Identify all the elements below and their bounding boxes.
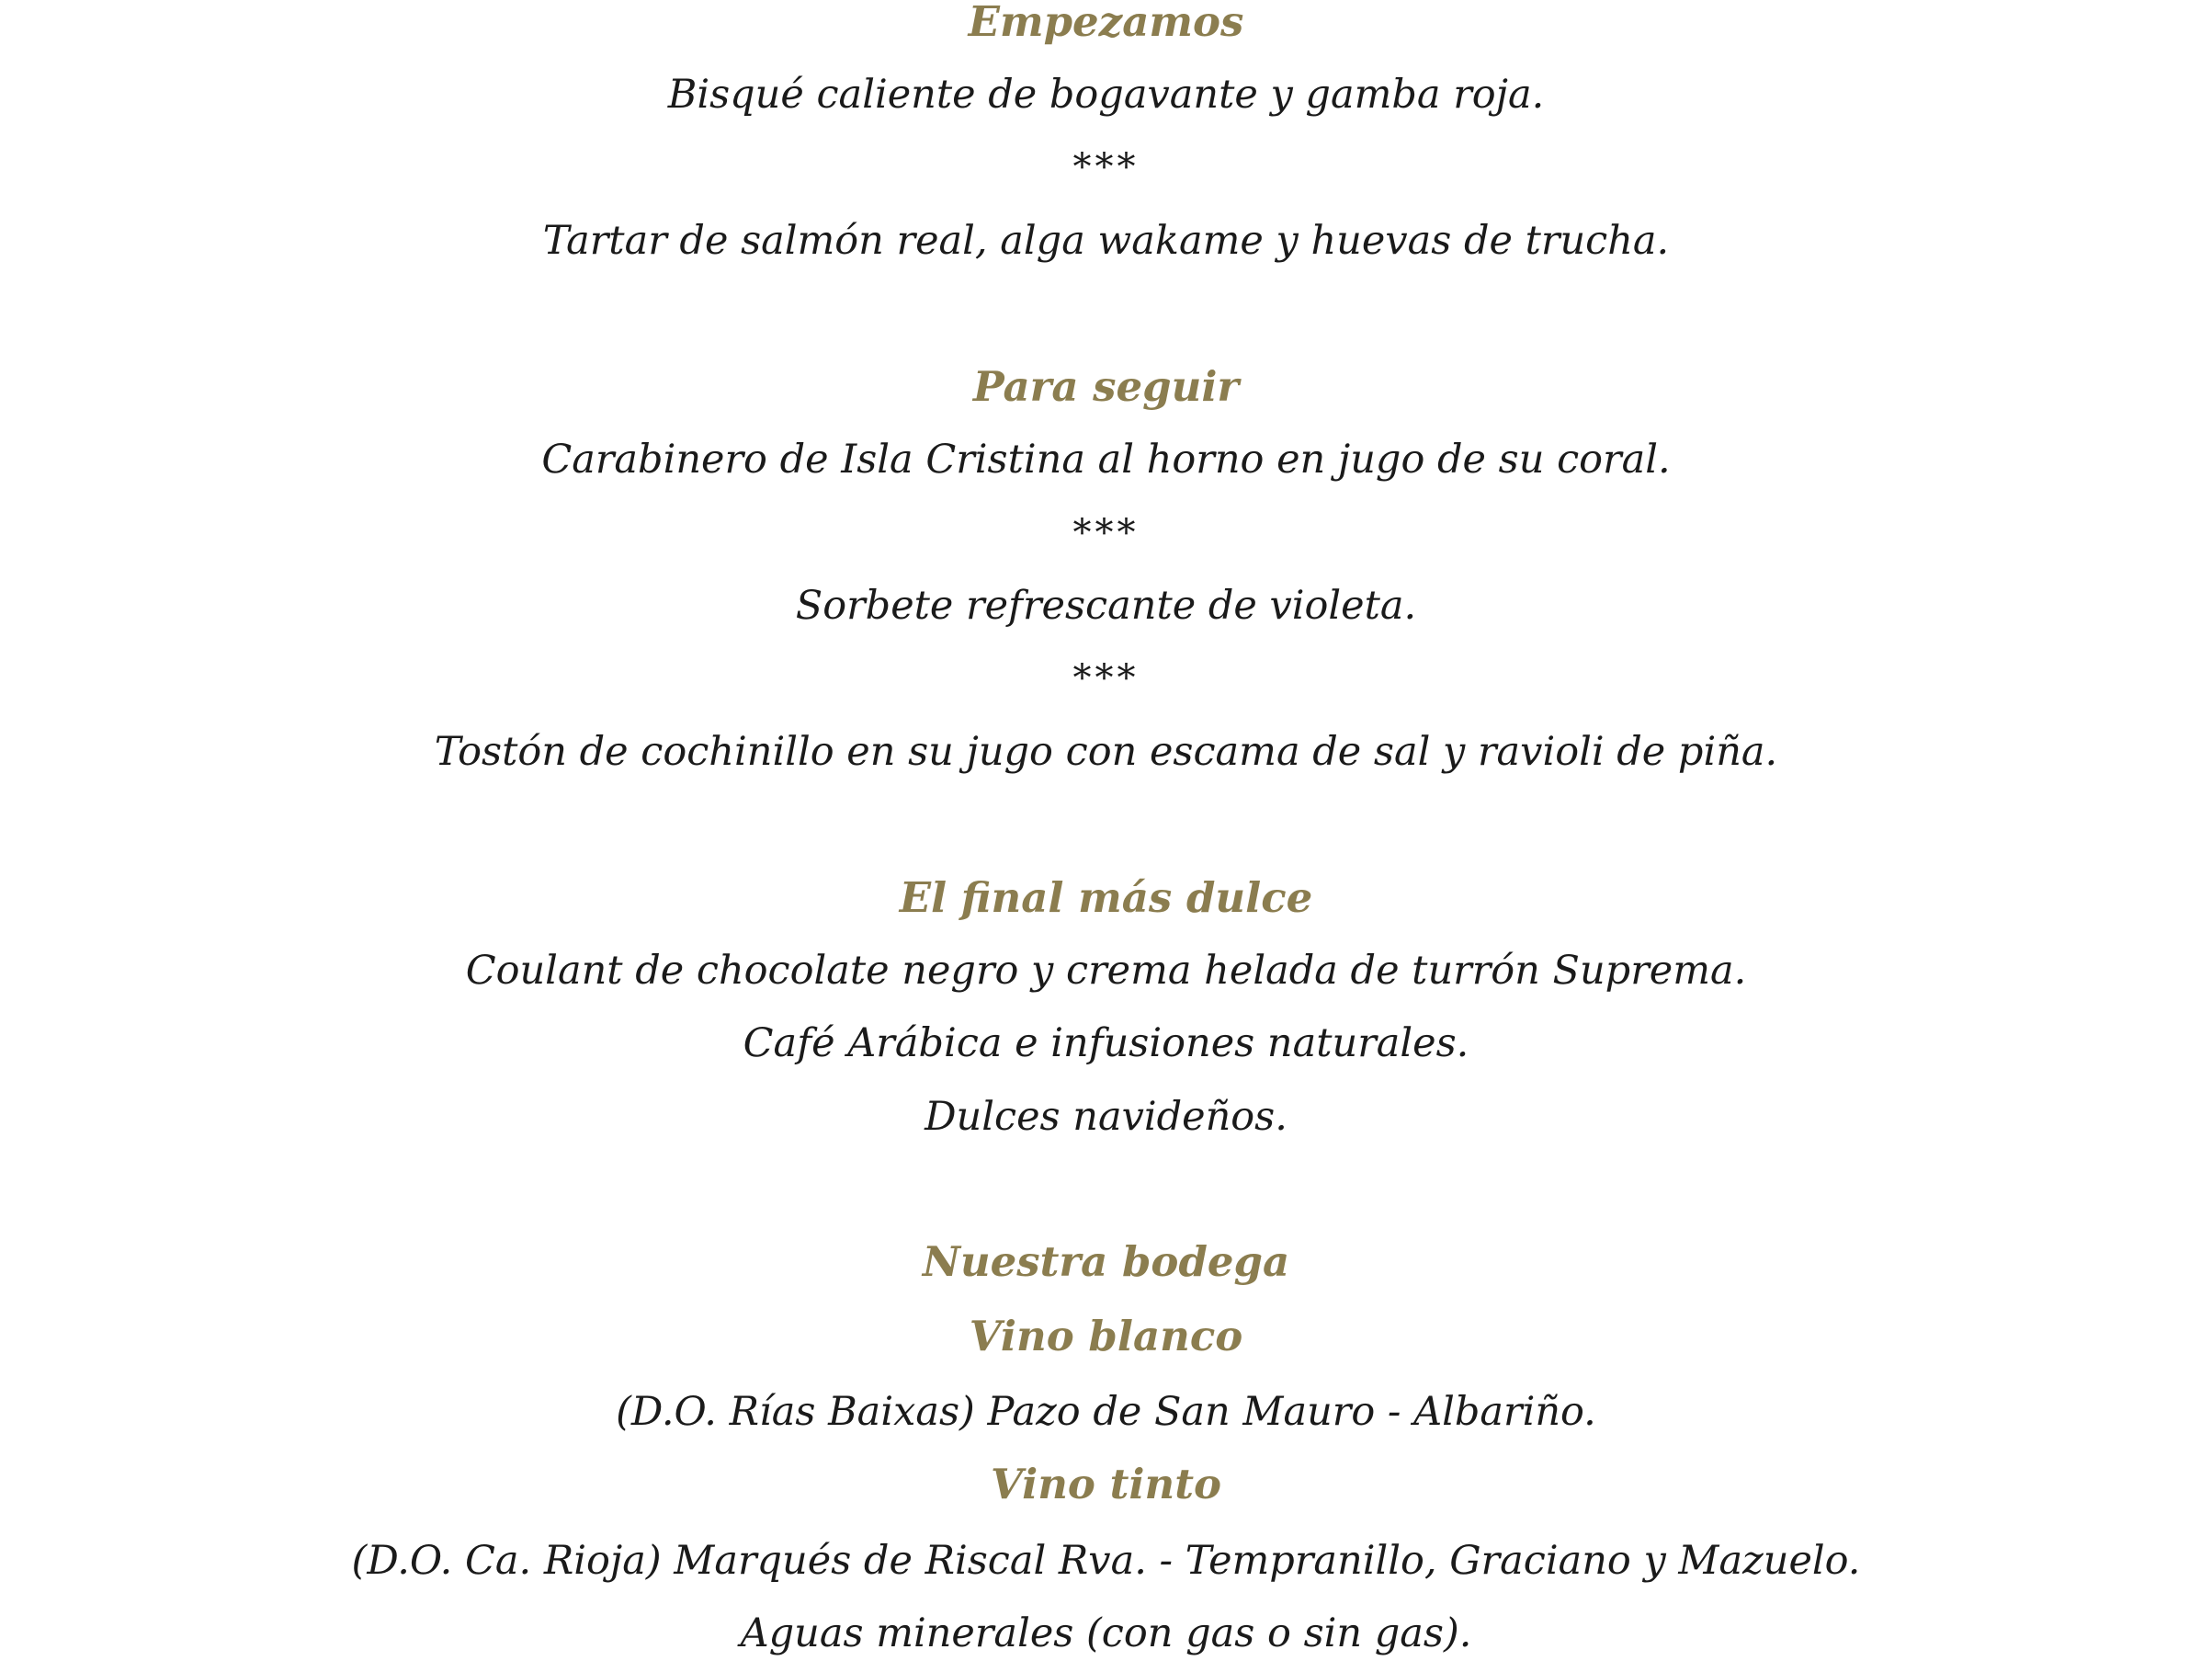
menu-item: Carabinero de Isla Cristina al horno en jugo de su coral. — [541, 437, 1671, 483]
menu-item: (D.O. Rías Baixas) Pazo de San Mauro - Albariño. — [616, 1389, 1596, 1435]
separator: *** — [1072, 512, 1140, 554]
menu-item: Dulces navideños. — [925, 1094, 1287, 1140]
menu-item: Tartar de salmón real, alga wakame y huevas de trucha. — [542, 218, 1670, 264]
section-heading-mains: Para seguir — [972, 362, 1240, 411]
subheading-red-wine: Vino tinto — [990, 1460, 1221, 1508]
menu-item: Coulant de chocolate negro y crema helada de turrón Suprema. — [465, 948, 1747, 994]
menu-item: Aguas minerales (con gas o sin gas). — [740, 1610, 1472, 1656]
menu-item: Bisqué caliente de bogavante y gamba roja. — [667, 72, 1545, 118]
subheading-white-wine: Vino blanco — [969, 1312, 1243, 1360]
separator: *** — [1072, 657, 1140, 700]
menu-item: Tostón de cochinillo en su jugo con escama de sal y ravioli de piña. — [434, 729, 1778, 775]
section-heading-cellar: Nuestra bodega — [922, 1237, 1290, 1286]
menu-item: Café Arábica e infusiones naturales. — [743, 1020, 1469, 1066]
separator: *** — [1072, 146, 1140, 188]
menu-item: (D.O. Ca. Rioja) Marqués de Riscal Rva. - Tempranillo, Graciano y Mazuelo. — [351, 1538, 1861, 1584]
section-heading-desserts: El final más dulce — [899, 873, 1313, 922]
section-heading-starters: Empezamos — [968, 0, 1244, 46]
menu-item: Sorbete refrescante de violeta. — [795, 583, 1417, 629]
